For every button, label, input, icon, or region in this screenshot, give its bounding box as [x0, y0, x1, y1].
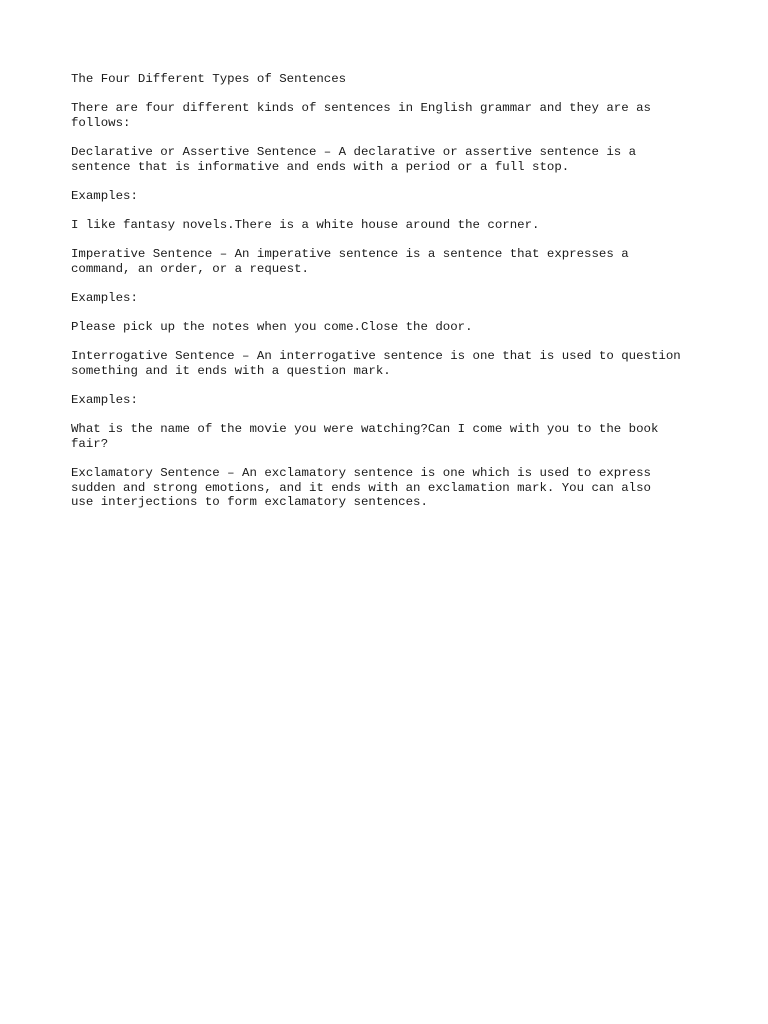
imperative-examples: Please pick up the notes when you come.Close the door. — [71, 320, 473, 335]
declarative-examples-label: Examples: — [71, 188, 138, 203]
interrogative-examples: What is the name of the movie you were watching?Can I come with you to the book fair? — [71, 422, 659, 451]
declarative-examples: I like fantasy novels.There is a white house around the corner. — [71, 217, 540, 232]
intro-paragraph: There are four different kinds of sentences in English grammar and they are as follows: — [71, 101, 651, 130]
imperative-examples-label: Examples: — [71, 290, 138, 305]
imperative-definition: Imperative Sentence – An imperative sentence is a sentence that expresses a command, an order, or a request. — [71, 247, 629, 276]
document-title: The Four Different Types of Sentences — [71, 72, 347, 86]
interrogative-examples-label: Examples: — [71, 393, 138, 408]
exclamatory-definition: Exclamatory Sentence – An exclamatory sentence is one which is used to express sudden and strong emotions, and it ends with an exclamation mark. You can also use interjections to form exclamatory sentences. — [71, 466, 651, 510]
interrogative-definition: Interrogative Sentence – An interrogative sentence is one that is used to question something and it ends with a question mark. — [71, 349, 681, 378]
document-page — [71, 72, 696, 524]
declarative-definition: Declarative or Assertive Sentence – A declarative or assertive sentence is a sentence that is informative and ends with a period or a full stop. — [71, 144, 637, 174]
